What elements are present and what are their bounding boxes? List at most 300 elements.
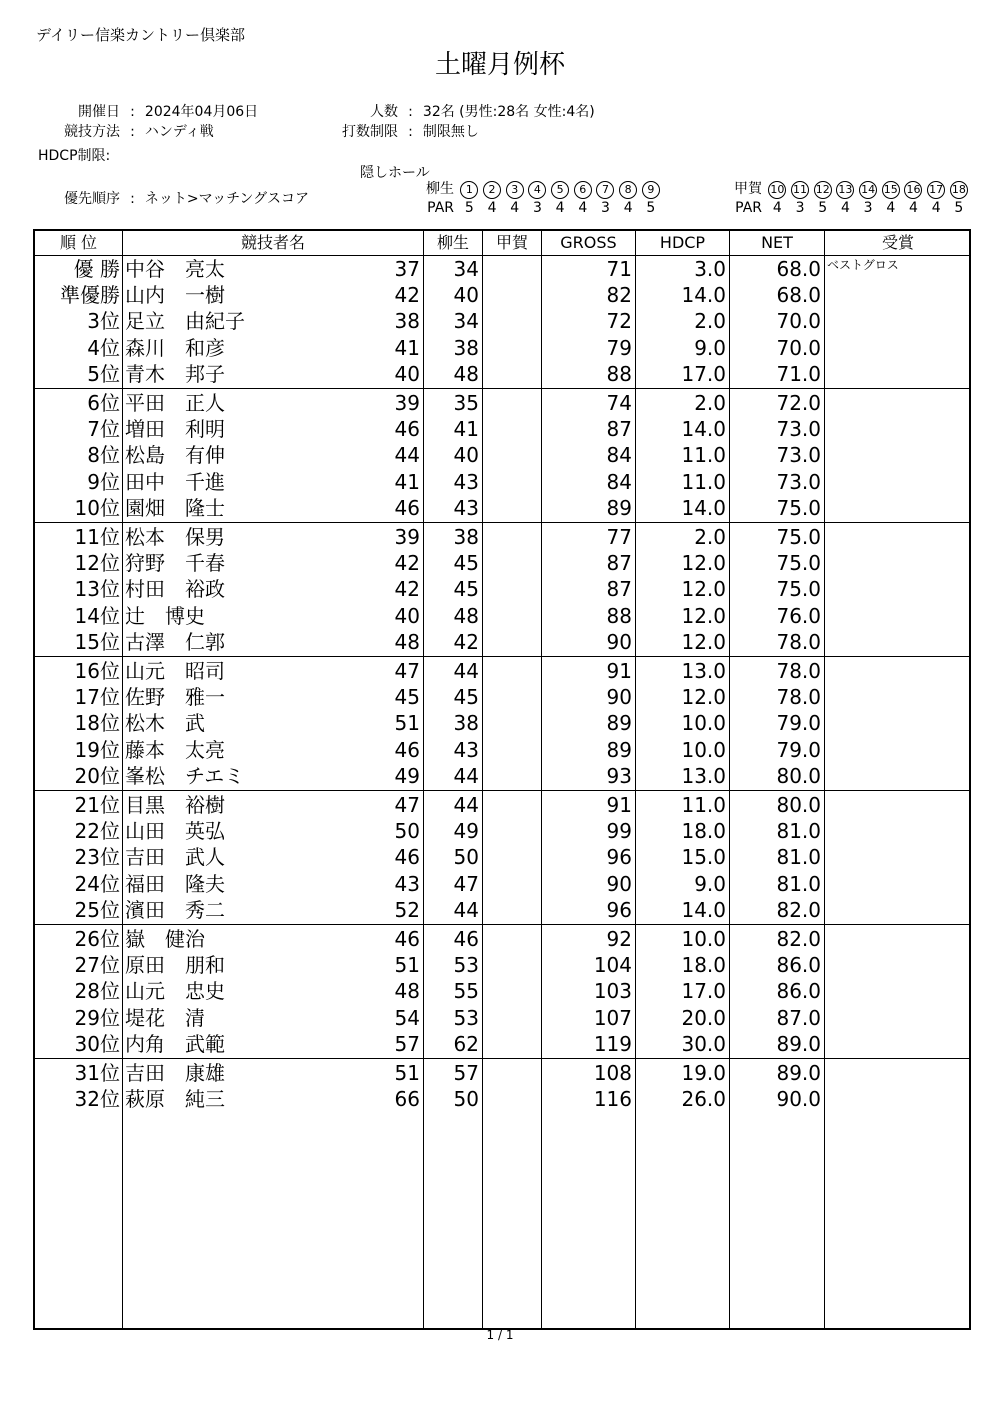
player-name-cell: 山田 英弘	[125, 819, 225, 844]
header-gross: GROSS	[560, 233, 617, 252]
table-row	[35, 550, 969, 576]
player-name-cell: 狩野 千春	[125, 551, 225, 576]
table-row	[35, 844, 969, 870]
out-cell: 38	[394, 309, 420, 334]
in-cell: 45	[453, 551, 479, 576]
in-cell: 47	[453, 871, 479, 896]
group-divider	[35, 656, 969, 657]
net-cell: 81.0	[776, 845, 821, 870]
table-row	[35, 818, 969, 844]
rank-cell: 23位	[74, 845, 120, 870]
player-name-cell: 吉田 康雄	[125, 1061, 225, 1085]
page-number: 1 / 1	[486, 1328, 514, 1342]
table-row	[35, 469, 969, 495]
hole-number: 1	[460, 181, 478, 199]
gross-cell: 108	[593, 1061, 632, 1085]
gross-cell: 87	[606, 577, 632, 602]
net-cell: 72.0	[776, 391, 821, 415]
table-row	[35, 442, 969, 468]
hole-par: 3	[795, 200, 805, 216]
net-cell: 70.0	[776, 335, 821, 360]
rank-cell: 27位	[74, 953, 120, 978]
header-rank: 順 位	[59, 233, 98, 252]
rank-cell: 優 勝	[73, 257, 120, 281]
hdcp-cell: 12.0	[681, 603, 726, 628]
hole-number: 13	[836, 181, 854, 199]
table-row	[35, 308, 969, 334]
in-cell: 35	[453, 391, 479, 415]
player-name-cell: 佐野 雅一	[125, 685, 225, 710]
gross-cell: 103	[593, 979, 632, 1004]
in-cell: 34	[453, 257, 479, 281]
gross-cell: 84	[606, 443, 632, 468]
gross-cell: 89	[606, 711, 632, 736]
rank-cell: 19位	[74, 737, 120, 762]
group-divider	[35, 924, 969, 925]
player-name-cell: 藤本 太亮	[125, 737, 225, 762]
hdcp-cell: 10.0	[681, 711, 726, 736]
in-cell: 55	[453, 979, 479, 1004]
hole-par: 3	[601, 200, 610, 216]
hole-par: 4	[772, 200, 782, 216]
table-row	[35, 978, 969, 1004]
in-cell: 62	[453, 1031, 479, 1056]
net-cell: 89.0	[776, 1061, 821, 1085]
rank-cell: 26位	[74, 927, 120, 951]
hole-number: 11	[791, 181, 809, 199]
player-name-cell: 松木 武	[125, 711, 205, 736]
in-cell: 40	[453, 283, 479, 308]
in-cell: 38	[453, 525, 479, 549]
header-in: 甲賀	[495, 233, 528, 252]
player-name-cell: 辻 博史	[125, 603, 205, 628]
in-cell: 38	[453, 711, 479, 736]
player-name-cell: 青木 邦子	[125, 361, 225, 386]
hole-par: 4	[623, 200, 633, 216]
in-cell: 49	[453, 819, 479, 844]
rank-cell: 31位	[74, 1061, 120, 1085]
gross-cell: 91	[606, 659, 632, 683]
rank-cell: 14位	[74, 603, 120, 628]
hole-number: 5	[551, 181, 569, 199]
hdcp-cell: 10.0	[681, 737, 726, 762]
gross-cell: 104	[593, 953, 632, 978]
out-cell: 40	[394, 603, 420, 628]
out-course-label: 柳生	[426, 181, 454, 197]
player-name-cell: 中谷 亮太	[125, 257, 225, 281]
net-cell: 81.0	[776, 819, 821, 844]
table-row	[35, 256, 969, 282]
out-cell: 41	[394, 469, 420, 494]
rank-cell: 17位	[74, 685, 120, 710]
in-cell: 50	[453, 1087, 479, 1112]
table-row	[35, 710, 969, 736]
hole-number: 3	[506, 181, 524, 199]
net-cell: 81.0	[776, 871, 821, 896]
net-cell: 78.0	[776, 685, 821, 710]
table-row	[35, 1031, 969, 1057]
out-cell: 46	[394, 417, 420, 442]
hidden-holes-in	[720, 180, 970, 217]
hdcp-cell: 12.0	[681, 577, 726, 602]
out-cell: 39	[394, 391, 420, 415]
rank-cell: 10位	[74, 495, 120, 520]
date-sep: :	[130, 104, 135, 120]
rank-cell: 8位	[87, 443, 120, 468]
out-cell: 41	[394, 335, 420, 360]
net-cell: 71.0	[776, 361, 821, 386]
hidden-holes-out	[412, 180, 662, 217]
out-cell: 52	[394, 897, 420, 922]
net-cell: 70.0	[776, 309, 821, 334]
out-cell: 47	[394, 793, 420, 817]
hole-number: 18	[950, 181, 968, 199]
rank-cell: 32位	[74, 1087, 120, 1112]
hdcp-cell: 12.0	[681, 551, 726, 576]
hdcp-cell: 14.0	[681, 283, 726, 308]
net-cell: 86.0	[776, 979, 821, 1004]
gross-cell: 77	[606, 525, 632, 549]
info-method	[0, 121, 214, 141]
gross-cell: 84	[606, 469, 632, 494]
gross-cell: 107	[593, 1005, 632, 1030]
out-cell: 46	[394, 495, 420, 520]
header-out: 柳生	[436, 233, 469, 252]
table-row	[35, 335, 969, 361]
hole-par: 3	[532, 200, 542, 216]
hole-par: 5	[818, 200, 828, 216]
table-row	[35, 416, 969, 442]
hdcp-cell: 14.0	[681, 417, 726, 442]
hole-number: 2	[483, 181, 501, 199]
gross-cell: 93	[606, 763, 632, 788]
hdcp-cell: 14.0	[681, 495, 726, 520]
hdcp-cell: 9.0	[694, 335, 726, 360]
table-row	[35, 926, 969, 952]
rank-cell: 18位	[74, 711, 120, 736]
net-cell: 75.0	[776, 525, 821, 549]
player-name-cell: 内角 武範	[125, 1031, 225, 1056]
hole-par: 4	[909, 200, 918, 216]
net-cell: 75.0	[776, 577, 821, 602]
out-cell: 42	[394, 551, 420, 576]
net-cell: 73.0	[776, 443, 821, 468]
header-hdcp: HDCP	[659, 233, 706, 252]
in-cell: 43	[453, 737, 479, 762]
hole-par: 4	[886, 200, 896, 216]
hole-number: 16	[904, 181, 922, 199]
hdcp-cell: 26.0	[681, 1087, 726, 1112]
rank-cell: 11位	[74, 525, 120, 549]
player-name-cell: 村田 裕政	[125, 577, 225, 602]
net-cell: 68.0	[776, 283, 821, 308]
hdcp-cell: 2.0	[694, 525, 726, 549]
hole-par: 4	[487, 200, 497, 216]
in-cell: 44	[453, 659, 479, 683]
in-cell: 46	[453, 927, 479, 951]
player-name-cell: 福田 隆夫	[125, 871, 225, 896]
hdcp-cell: 3.0	[694, 257, 726, 281]
out-cell: 49	[394, 763, 420, 788]
table-row	[35, 524, 969, 550]
hdcp-cell: 14.0	[681, 897, 726, 922]
rank-cell: 22位	[74, 819, 120, 844]
hole-number: 6	[574, 181, 592, 199]
gross-cell: 88	[606, 603, 632, 628]
stroke-limit-sep: :	[408, 124, 413, 140]
method-value: ハンディ戦	[144, 124, 214, 140]
hdcp-cell: 12.0	[681, 685, 726, 710]
in-cell: 44	[453, 897, 479, 922]
group-divider	[35, 1058, 969, 1059]
hdcp-cell: 13.0	[681, 763, 726, 788]
player-name-cell: 増田 利明	[125, 417, 225, 442]
rank-cell: 4位	[87, 335, 120, 360]
hole-par: 3	[863, 200, 873, 216]
gross-cell: 90	[606, 685, 632, 710]
gross-cell: 116	[593, 1087, 632, 1112]
net-cell: 73.0	[776, 417, 821, 442]
method-sep: :	[130, 124, 135, 140]
priority-value: ネット>マッチングスコア	[144, 191, 309, 207]
hole-number: 17	[927, 181, 945, 199]
player-name-cell: 峯松 チエミ	[125, 763, 245, 788]
hole-number: 10	[768, 181, 786, 199]
club-name: デイリー信楽カントリー倶楽部	[36, 26, 245, 44]
in-cell: 44	[453, 793, 479, 817]
net-cell: 75.0	[776, 551, 821, 576]
player-name-cell: 山元 忠史	[125, 979, 225, 1004]
rank-cell: 準優勝	[60, 283, 120, 308]
hole-number: 9	[642, 181, 660, 199]
priority-label: 優先順序	[64, 191, 120, 207]
gross-cell: 91	[606, 793, 632, 817]
table-row	[35, 763, 969, 789]
in-cell: 45	[453, 577, 479, 602]
out-par-label: PAR	[427, 200, 454, 216]
info-date	[0, 101, 258, 121]
net-cell: 76.0	[776, 603, 821, 628]
hdcp-cell: 10.0	[681, 927, 726, 951]
hdcp-cell: 11.0	[681, 469, 726, 494]
in-cell: 44	[453, 763, 479, 788]
hole-par: 5	[646, 200, 656, 216]
gross-cell: 72	[606, 309, 632, 334]
group-divider	[35, 388, 969, 389]
in-cell: 53	[453, 1005, 479, 1030]
hole-number: 7	[596, 181, 614, 199]
out-cell: 43	[394, 871, 420, 896]
gross-cell: 88	[606, 361, 632, 386]
player-name-cell: 園畑 隆士	[125, 495, 225, 520]
hole-number: 12	[814, 181, 832, 199]
hdcp-cell: 18.0	[681, 953, 726, 978]
page-title: 土曜月例杯	[434, 50, 565, 80]
player-name-cell: 堤花 清	[125, 1005, 205, 1030]
gross-cell: 89	[606, 737, 632, 762]
award-cell: ベストグロス	[827, 258, 899, 272]
net-cell: 82.0	[776, 927, 821, 951]
out-cell: 45	[394, 685, 420, 710]
rank-cell: 12位	[74, 551, 120, 576]
gross-cell: 89	[606, 495, 632, 520]
player-name-cell: 平田 正人	[125, 391, 225, 415]
net-cell: 80.0	[776, 763, 821, 788]
table-row	[35, 737, 969, 763]
player-name-cell: 萩原 純三	[125, 1087, 225, 1112]
player-name-cell: 古澤 仁郭	[125, 629, 225, 654]
group-divider	[35, 522, 969, 523]
net-cell: 80.0	[776, 793, 821, 817]
out-cell: 54	[394, 1005, 420, 1030]
in-par-label: PAR	[735, 200, 762, 216]
net-cell: 79.0	[776, 711, 821, 736]
rank-cell: 28位	[74, 979, 120, 1004]
gross-cell: 90	[606, 871, 632, 896]
net-cell: 78.0	[776, 629, 821, 654]
net-cell: 73.0	[776, 469, 821, 494]
out-cell: 46	[394, 737, 420, 762]
header-name: 競技者名	[240, 233, 305, 252]
player-name-cell: 松本 保男	[125, 525, 225, 549]
table-row	[35, 684, 969, 710]
gross-cell: 87	[606, 417, 632, 442]
rank-cell: 5位	[87, 361, 120, 386]
group-divider	[35, 790, 969, 791]
in-cell: 40	[453, 443, 479, 468]
table-row	[35, 658, 969, 684]
player-name-cell: 原田 朋和	[125, 953, 225, 978]
hole-par: 5	[464, 200, 474, 216]
hole-number: 15	[882, 181, 900, 199]
gross-cell: 92	[606, 927, 632, 951]
rank-cell: 29位	[74, 1005, 120, 1030]
table-row	[35, 1005, 969, 1031]
player-name-cell: 吉田 武人	[125, 845, 225, 870]
hdcp-cell: 11.0	[681, 793, 726, 817]
priority-sep: :	[130, 191, 135, 207]
rank-cell: 25位	[74, 897, 120, 922]
in-cell: 42	[453, 629, 479, 654]
in-cell: 45	[453, 685, 479, 710]
table-row	[35, 897, 969, 923]
hdcp-cell: 13.0	[681, 659, 726, 683]
out-cell: 57	[394, 1031, 420, 1056]
hdcp-cell: 12.0	[681, 629, 726, 654]
gross-cell: 96	[606, 897, 632, 922]
rank-cell: 7位	[87, 417, 120, 442]
out-cell: 40	[394, 361, 420, 386]
hdcp-cell: 20.0	[681, 1005, 726, 1030]
info-priority	[0, 188, 309, 208]
table-row	[35, 361, 969, 387]
in-cell: 43	[453, 469, 479, 494]
in-cell: 57	[453, 1061, 479, 1085]
people-value: 32名 (男性:28名 女性:4名)	[422, 104, 595, 120]
gross-cell: 82	[606, 283, 632, 308]
date-value: 2024年04月06日	[144, 104, 259, 120]
hdcp-cell: 17.0	[681, 361, 726, 386]
table-row	[35, 629, 969, 655]
rank-cell: 6位	[87, 391, 120, 415]
people-label: 人数	[370, 104, 398, 120]
out-cell: 51	[394, 953, 420, 978]
rank-cell: 3位	[87, 309, 120, 334]
out-cell: 47	[394, 659, 420, 683]
hdcp-cell: 9.0	[694, 871, 726, 896]
rank-cell: 30位	[74, 1031, 120, 1056]
gross-cell: 99	[606, 819, 632, 844]
net-cell: 78.0	[776, 659, 821, 683]
rank-cell: 16位	[74, 659, 120, 683]
net-cell: 89.0	[776, 1031, 821, 1056]
player-name-cell: 松島 有伸	[125, 443, 225, 468]
date-label: 開催日	[78, 104, 120, 120]
net-cell: 87.0	[776, 1005, 821, 1030]
gross-cell: 71	[606, 257, 632, 281]
table-row	[35, 390, 969, 416]
hdcp-cell: 17.0	[681, 979, 726, 1004]
hole-number: 8	[619, 181, 637, 199]
in-cell: 38	[453, 335, 479, 360]
out-cell: 48	[394, 629, 420, 654]
gross-cell: 79	[606, 335, 632, 360]
gross-cell: 90	[606, 629, 632, 654]
hole-number: 14	[859, 181, 877, 199]
out-cell: 51	[394, 711, 420, 736]
player-name-cell: 濱田 秀二	[125, 897, 225, 922]
table-row	[35, 603, 969, 629]
header-net: NET	[761, 233, 793, 252]
hdcp-cell: 19.0	[681, 1061, 726, 1085]
info-people	[300, 101, 595, 121]
table-row	[35, 282, 969, 308]
in-cell: 41	[453, 417, 479, 442]
info-stroke-limit	[300, 121, 479, 141]
gross-cell: 96	[606, 845, 632, 870]
player-name-cell: 目黒 裕樹	[125, 793, 225, 817]
out-cell: 44	[394, 443, 420, 468]
hole-par: 4	[555, 200, 565, 216]
player-name-cell: 山元 昭司	[125, 659, 225, 683]
table-row	[35, 952, 969, 978]
net-cell: 82.0	[776, 897, 821, 922]
player-name-cell: 足立 由紀子	[125, 309, 245, 334]
table-row	[35, 576, 969, 602]
stroke-limit-value: 制限無し	[422, 124, 479, 140]
hdcp-limit-label: HDCP制限:	[38, 148, 111, 164]
in-cell: 53	[453, 953, 479, 978]
table-row	[35, 792, 969, 818]
in-cell: 48	[453, 603, 479, 628]
net-cell: 86.0	[776, 953, 821, 978]
player-name-cell: 山内 一樹	[125, 283, 225, 308]
out-cell: 50	[394, 819, 420, 844]
player-name-cell: 森川 和彦	[125, 335, 225, 360]
net-cell: 90.0	[776, 1087, 821, 1112]
out-cell: 46	[394, 845, 420, 870]
out-cell: 39	[394, 525, 420, 549]
hole-par: 4	[931, 200, 941, 216]
results-table	[33, 229, 971, 1330]
hdcp-cell: 2.0	[694, 391, 726, 415]
stroke-limit-label: 打数制限	[342, 124, 398, 140]
hole-par: 5	[954, 200, 964, 216]
in-cell: 50	[453, 845, 479, 870]
out-cell: 37	[394, 257, 420, 281]
people-sep: :	[408, 104, 413, 120]
player-name-cell: 嶽 健治	[125, 927, 205, 951]
